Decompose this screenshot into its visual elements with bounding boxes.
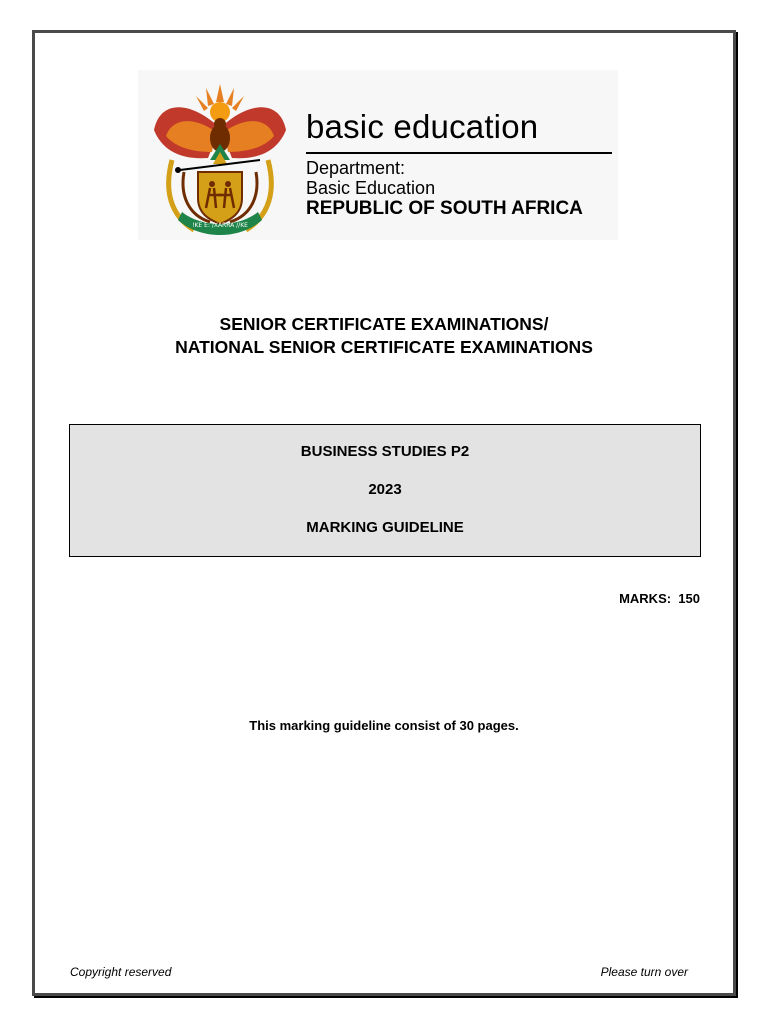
south-africa-coat-of-arms-icon bbox=[150, 80, 290, 240]
document-type: MARKING GUIDELINE bbox=[306, 519, 464, 536]
department-label: Department: bbox=[306, 158, 406, 178]
subject-name: BUSINESS STUDIES P2 bbox=[300, 443, 470, 460]
brand-divider bbox=[306, 152, 612, 154]
subject-box bbox=[69, 424, 701, 557]
coat-of-arms-motto: !KE E: /XARRA //KE bbox=[192, 222, 248, 229]
copyright-footer: Copyright reserved bbox=[70, 965, 172, 979]
total-marks: MARKS: 150 bbox=[619, 591, 700, 606]
exam-title-line2: NATIONAL SENIOR CERTIFICATE EXAMINATIONS bbox=[175, 337, 593, 357]
department-name: Basic Education bbox=[306, 178, 436, 198]
turn-over-footer: Please turn over bbox=[600, 965, 688, 979]
page-count-note: This marking guideline consist of 30 pages. bbox=[249, 718, 519, 733]
exam-year: 2023 bbox=[368, 481, 402, 498]
exam-title-line1: SENIOR CERTIFICATE EXAMINATIONS/ bbox=[219, 314, 549, 334]
letterhead bbox=[138, 70, 618, 240]
brand-title: basic education bbox=[306, 108, 539, 145]
country-name: REPUBLIC OF SOUTH AFRICA bbox=[306, 198, 583, 219]
